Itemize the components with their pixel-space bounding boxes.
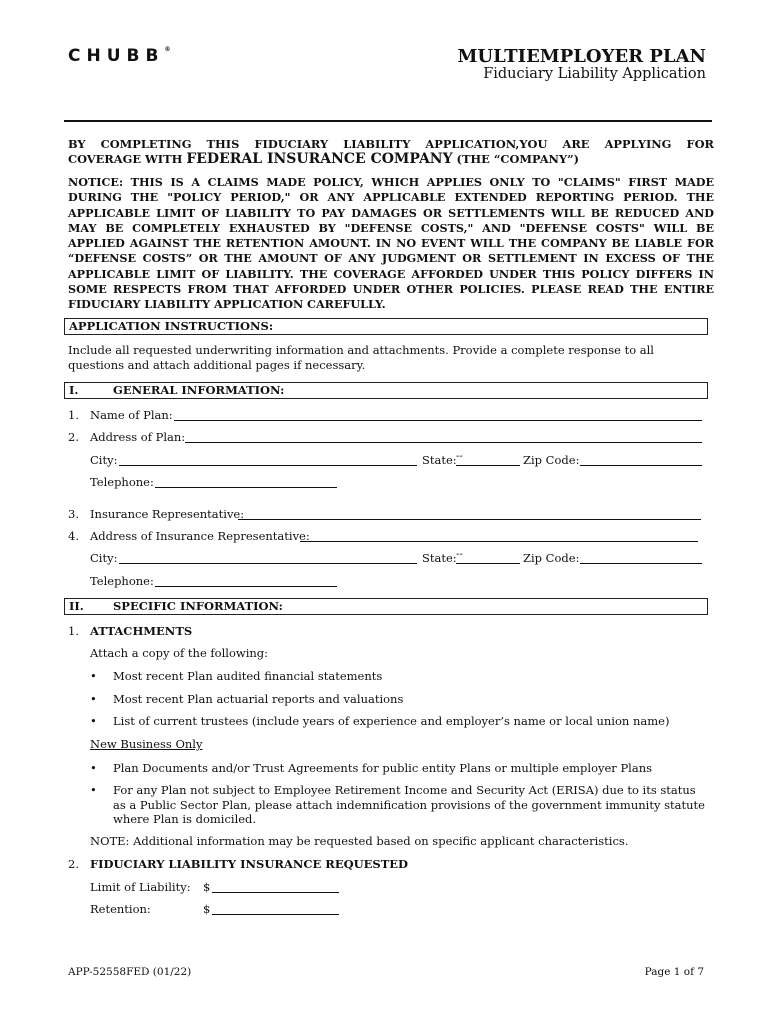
city-label-2: City:	[90, 551, 118, 565]
attachment-item: List of current trustees (include years of experience and employer’s name or local union name)	[113, 714, 670, 728]
insurance-rep-label: Insurance Representative:	[90, 507, 245, 521]
attachment-item: Most recent Plan audited financial statements	[113, 669, 383, 683]
note-text: NOTE: Additional information may be requested based on specific applicant characteristics.	[90, 834, 629, 848]
intro-line-2: COVERAGE WITH FEDERAL INSURANCE COMPANY (THE “COMPANY”)	[68, 151, 580, 167]
q4-number: 4.	[68, 529, 79, 543]
new-business-item: Plan Documents and/or Trust Agreements for public entity Plans or multiple employer Plans	[113, 761, 653, 775]
telephone-field[interactable]	[155, 475, 337, 488]
page-title: MULTIEMPLOYER PLAN	[457, 46, 706, 67]
section-1-heading: I. GENERAL INFORMATION:	[64, 382, 708, 399]
retention-field[interactable]	[212, 902, 339, 915]
insurance-rep-field[interactable]	[238, 507, 701, 520]
new-business-item: For any Plan not subject to Employee Retirement Income and Security Act (ERISA) due to its status as a Public Sector Plan, please attach indemnification provisions of the government immunity statute where Plan is domiciled.	[113, 783, 705, 826]
zip-label-2: Zip Code:	[523, 551, 580, 565]
page-number: Page 1 of 7	[644, 966, 704, 978]
instructions-text: Include all requested underwriting information and attachments. Provide a complete response to all questions and attach additional pages if necessary.	[68, 343, 654, 372]
insurance-requested-heading: FIDUCIARY LIABILITY INSURANCE REQUESTED	[90, 857, 409, 871]
plan-name-label: Name of Plan:	[90, 408, 173, 422]
state-value: --	[456, 451, 463, 462]
limit-dollar: $	[203, 880, 211, 894]
limit-field[interactable]	[212, 880, 339, 893]
zip-field[interactable]	[580, 453, 702, 466]
telephone-label-2: Telephone:	[90, 574, 154, 588]
section-2-heading: II. SPECIFIC INFORMATION:	[64, 598, 708, 615]
bullet-marker: •	[90, 761, 97, 775]
attach-intro: Attach a copy of the following:	[90, 646, 269, 660]
state-field-2[interactable]	[456, 551, 520, 564]
page-subtitle: Fiduciary Liability Application	[483, 66, 706, 82]
city-label: City:	[90, 453, 118, 467]
state-label-2: State:	[422, 551, 457, 565]
chubb-logo: CHUBB®	[68, 46, 171, 66]
zip-label: Zip Code:	[523, 453, 580, 467]
plan-address-label: Address of Plan:	[90, 430, 186, 444]
instructions-heading: APPLICATION INSTRUCTIONS:	[64, 318, 708, 335]
rep-address-label: Address of Insurance Representative:	[90, 529, 310, 543]
zip-field-2[interactable]	[580, 551, 702, 564]
plan-address-field[interactable]	[185, 430, 702, 443]
city-field[interactable]	[119, 453, 417, 466]
state-value-2: --	[456, 549, 463, 560]
bullet-marker: •	[90, 714, 97, 728]
bullet-marker: •	[90, 692, 97, 706]
state-label: State:	[422, 453, 457, 467]
city-field-2[interactable]	[119, 551, 417, 564]
bullet-marker: •	[90, 669, 97, 683]
rep-address-field[interactable]	[300, 529, 698, 542]
s2-q1-number: 1.	[68, 624, 79, 638]
retention-dollar: $	[203, 902, 211, 916]
new-business-label: New Business Only	[90, 737, 203, 751]
telephone-field-2[interactable]	[155, 574, 337, 587]
header-divider	[64, 120, 712, 122]
plan-name-field[interactable]	[174, 408, 702, 421]
attachment-item: Most recent Plan actuarial reports and valuations	[113, 692, 404, 706]
q1-number: 1.	[68, 408, 79, 422]
bullet-marker: •	[90, 783, 97, 797]
retention-label: Retention:	[90, 902, 151, 916]
telephone-label: Telephone:	[90, 475, 154, 489]
form-code: APP-52558FED (01/22)	[68, 966, 192, 978]
attachments-heading: ATTACHMENTS	[90, 624, 193, 638]
s2-q2-number: 2.	[68, 857, 79, 871]
q3-number: 3.	[68, 507, 79, 521]
intro-line-1: BY COMPLETING THIS FIDUCIARY LIABILITY APPLICATION,YOU ARE APPLYING FOR	[68, 137, 714, 151]
claims-made-notice: NOTICE: THIS IS A CLAIMS MADE POLICY, WHICH APPLIES ONLY TO "CLAIMS" FIRST MADE DURING THE "POLICY PERIOD," OR ANY APPLICABLE EXTENDED REPORTING PERIOD. THE APPLICABLE LIMIT OF LIABILITY TO PAY DAMAGES OR SETTLEMENTS WILL BE REDUCED AND MAY BE COMPLETELY EXHAUSTED BY "DEFENSE COSTS," AND "DEFENSE COSTS" WILL BE APPLIED AGAINST THE RETENTION AMOUNT. IN NO EVENT WILL THE COMPANY BE LIABLE FOR “DEFENSE COSTS” OR THE AMOUNT OF ANY JUDGMENT OR SETTLEMENT IN EXCESS OF THE APPLICABLE LIMIT OF LIABILITY. THE COVERAGE AFFORDED UNDER THIS POLICY DIFFERS IN SOME RESPECTS FROM THAT AFFORDED UNDER OTHER POLICIES. PLEASE READ THE ENTIRE FIDUCIARY LIABILITY APPLICATION CAREFULLY.	[68, 175, 714, 312]
q2-number: 2.	[68, 430, 79, 444]
state-field[interactable]	[456, 453, 520, 466]
limit-label: Limit of Liability:	[90, 880, 191, 894]
company-name: FEDERAL INSURANCE COMPANY	[186, 151, 453, 167]
